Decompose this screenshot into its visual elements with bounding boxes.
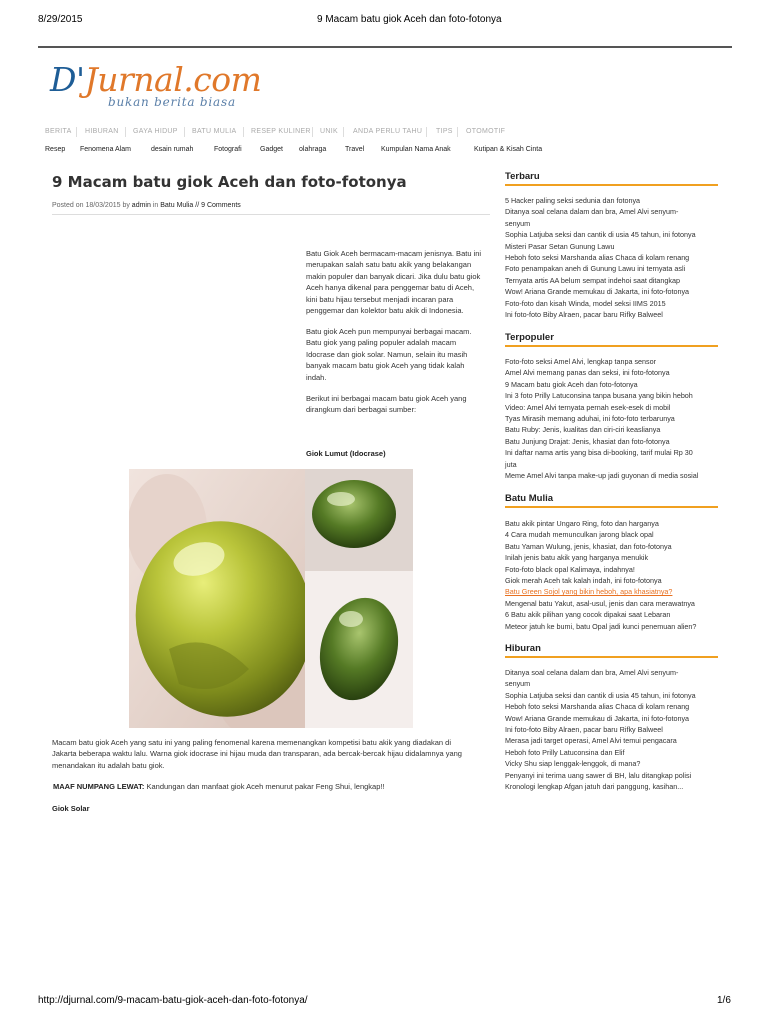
intro-line: Batu Giok Aceh bermacam-macam jenisnya. Batu ini (306, 249, 482, 258)
sidebar-link[interactable]: Foto penampakan aneh di Gunung Lawu ini ternyata asli (505, 264, 686, 274)
sidebar-link[interactable]: Batu Yaman Wulung, jenis, khasiat, dan foto-fotonya (505, 541, 672, 551)
sidebar-link[interactable]: Ini foto-foto Biby Alraen, pacar baru Rifky Balweel (505, 310, 663, 320)
submenu-item-travel[interactable]: Travel (345, 146, 365, 153)
sidebar-link[interactable]: Foto-foto seksi Amel Alvi, lengkap tanpa sensor (505, 357, 657, 366)
sidebar-link[interactable]: Foto-foto dan kisah Winda, model seksi IIMS 2015 (505, 298, 666, 308)
sidebar-link[interactable]: Ditanya soal celana dalam dan bra, Amel Alvi senyum- (505, 668, 679, 677)
menu-item-berita[interactable]: BERITA (45, 128, 72, 135)
sidebar-link[interactable]: Foto-foto black opal Kalimaya, indahnya! (505, 564, 635, 574)
body-line: menandakan itu adalah batu giok. (52, 760, 165, 770)
sidebar-link[interactable]: Ditanya soal celana dalam dan bra, Amel Alvi senyum- (505, 207, 679, 217)
article-title: 9 Macam batu giok Aceh dan foto-fotonya (52, 173, 407, 191)
menu-separator (457, 127, 458, 137)
body-line: Macam batu giok Aceh yang satu ini yang paling fenomenal karena memenangkan kompetisi batu akik yang diadakan di (52, 738, 451, 747)
sidebar-link[interactable]: Inilah jenis batu akik yang harganya menukik (505, 553, 649, 563)
sidebar-link[interactable]: Heboh foto seksi Marshanda alias Chaca di kolam renang (505, 702, 690, 712)
logo-tagline: bukan berita biasa (108, 95, 236, 109)
body-paragraph (52, 737, 492, 771)
logo-d: D' (50, 60, 85, 99)
submenu-item-gadget[interactable]: Gadget (260, 146, 283, 153)
sidebar-heading-underline (505, 506, 718, 508)
paragraph-line: Batu giok Aceh pun mempunyai berbagai macam. (306, 327, 472, 336)
menu-item-unik[interactable]: UNIK (320, 128, 338, 135)
sidebar-heading-hiburan: Hiburan (505, 643, 541, 654)
sidebar-link[interactable]: Vicky Shu siap lenggak-lenggok, di mana? (505, 759, 641, 769)
sidebar-link[interactable]: Wow! Ariana Grande memukau di Jakarta, ini foto-fotonya (505, 713, 690, 723)
menu-item-resep-kuliner[interactable]: RESEP KULINER (251, 128, 311, 135)
sidebar-link[interactable]: 6 Batu akik pilihan yang cocok dipakai saat Lebaran (505, 610, 671, 620)
print-page-title: 9 Macam batu giok Aceh dan foto-fotonya (317, 14, 502, 25)
sidebar-link[interactable]: Wow! Ariana Grande memukau di Jakarta, ini foto-fotonya (505, 287, 690, 297)
paragraph-line: Batu giok yang paling populer adalah macam (306, 338, 457, 348)
menu-separator (343, 127, 344, 137)
menu-separator (125, 127, 126, 137)
intro-line: penggemar dan kolektor batu akik di Indonesia. (306, 306, 464, 316)
giok-lumut-photo (129, 469, 413, 728)
sidebar-heading-underline (505, 345, 718, 347)
menu-item-gaya-hidup[interactable]: GAYA HIDUP (133, 128, 178, 135)
sidebar-link[interactable]: Tyas Mirasih memang aduhai, ini foto-foto terbarunya (505, 414, 675, 424)
section-heading-giok-solar: Giok Solar (52, 804, 90, 813)
logo-jurnal: Jurnal.com (84, 60, 262, 99)
sidebar-heading-terbaru: Terbaru (505, 171, 540, 182)
sidebar-link[interactable]: Video: Amel Alvi ternyata pernah esek-esek di mobil (505, 402, 671, 412)
paragraph-3 (306, 393, 496, 416)
intro-line: kini batu hijau tersebut menjadi incaran para (306, 294, 454, 304)
sidebar-link[interactable]: 4 Cara mudah memunculkan jarong black opal (505, 530, 654, 540)
paragraph-line: dirangkum dari berbagai sumber: (306, 405, 417, 415)
intro-line: Aceh hanya dikenal para penggemar batu di Aceh, (306, 283, 475, 293)
sidebar-link[interactable]: 9 Macam batu giok Aceh dan foto-fotonya (505, 379, 638, 389)
submenu-item-resep[interactable]: Resep (45, 146, 66, 153)
sidebar-link[interactable]: 5 Hacker paling seksi sedunia dan fotonya (505, 196, 641, 205)
sidebar-link[interactable]: Merasa jadi target operasi, Amel Alvi temui pengacara (505, 736, 677, 746)
sidebar-link[interactable]: Batu akik pintar Ungaro Ring, foto dan harganya (505, 519, 659, 528)
sidebar-link[interactable]: Ternyata artis AA belum sempat indehoi saat ditangkap (505, 275, 680, 285)
submenu-item-desain-rumah[interactable]: desain rumah (151, 146, 194, 153)
menu-item-batu-mulia[interactable]: BATU MULIA (192, 128, 237, 135)
print-page-number: 1/6 (717, 995, 731, 1006)
menu-separator (312, 127, 313, 137)
paragraph-line: Idocrase dan giok solar. Namun, selain itu masih (306, 349, 468, 359)
submenu-item-fotografi[interactable]: Fotografi (214, 146, 242, 153)
menu-separator (426, 127, 427, 137)
sidebar-link[interactable]: Giok merah Aceh tak kalah indah, ini foto-fotonya (505, 576, 662, 586)
sidebar-link[interactable]: Amel Alvi memang panas dan seksi, ini foto-fotonya (505, 368, 670, 378)
sidebar-link[interactable]: Heboh foto seksi Marshanda alias Chaca di kolam renang (505, 253, 690, 263)
sidebar-list-batu-mulia (505, 518, 718, 632)
print-url: http://djurnal.com/9-macam-batu-giok-aceh-dan-foto-fotonya/ (38, 995, 308, 1006)
sidebar-link[interactable]: Mengenal batu Yakut, asal-usul, jenis dan cara merawatnya (505, 598, 695, 608)
sidebar-link[interactable]: Batu Junjung Drajat: Jenis, khasiat dan foto-fotonya (505, 436, 670, 446)
sidebar-link[interactable]: Batu Ruby: Jenis, kualitas dan ciri-ciri keaslianya (505, 425, 661, 435)
post-meta (52, 202, 241, 209)
submenu-item-olahraga[interactable]: olahraga (299, 146, 327, 153)
sidebar-link[interactable]: Penyanyi ini terima uang sawer di BH, lalu ditangkap polisi (505, 770, 692, 780)
sidebar-list-terpopuler (505, 356, 718, 481)
menu-separator (243, 127, 244, 137)
submenu-item-fenomena-alam[interactable]: Fenomena Alam (80, 146, 131, 153)
sidebar-link[interactable]: Heboh foto Prilly Latuconsina dan Elif (505, 747, 625, 757)
menu-item-otomotif[interactable]: OTOMOTIF (466, 128, 506, 135)
print-date: 8/29/2015 (38, 14, 83, 25)
sidebar-link[interactable]: Ini foto-foto Biby Alraen, pacar baru Rifky Balweel (505, 725, 663, 735)
sidebar-link[interactable]: Misteri Pasar Setan Gunung Lawu (505, 241, 615, 251)
menu-separator (184, 127, 185, 137)
sidebar-heading-batu-mulia: Batu Mulia (505, 493, 554, 504)
meta-posted: Posted on 18/03/2015 by (52, 202, 130, 209)
sidebar-list-terbaru (505, 195, 718, 320)
sidebar-link-hovered[interactable]: Batu Green Sojol yang bikin heboh, apa khasiatnya? (505, 587, 673, 597)
sponsored-link[interactable]: Kandungan dan manfaat giok Aceh menurut pakar Feng Shui, lengkap!! (146, 782, 385, 791)
menu-item-tips[interactable]: TIPS (436, 128, 453, 135)
paragraph-line: indah. (306, 372, 327, 382)
intro-paragraph (306, 248, 496, 316)
sidebar-link[interactable]: Meme Amel Alvi tanpa make-up jadi guyonan di media sosial (505, 471, 699, 481)
sponsored-line (53, 781, 385, 792)
meta-divider (52, 214, 490, 215)
submenu-item-kumpulan-nama-anak[interactable]: Kumpulan Nama Anak (381, 146, 451, 153)
sidebar-link[interactable]: senyum (505, 218, 531, 228)
meta-author-link[interactable]: admin (131, 202, 151, 209)
sidebar-link[interactable]: Sophia Latjuba seksi dan cantik di usia 45 tahun, ini fotonya (505, 230, 696, 240)
menu-item-hiburan[interactable]: HIBURAN (85, 128, 119, 135)
section-heading-giok-lumut: Giok Lumut (Idocrase) (306, 449, 386, 458)
submenu-item-kutipan-kisah-cinta[interactable]: Kutipan & Kisah Cinta (474, 146, 543, 153)
menu-item-anda-perlu-tahu[interactable]: ANDA PERLU TAHU (353, 128, 423, 135)
sidebar-link[interactable]: Ini 3 foto Prilly Latuconsina tanpa busana yang bikin heboh (505, 391, 693, 401)
sidebar-link[interactable]: Sophia Latjuba seksi dan cantik di usia 45 tahun, ini fotonya (505, 690, 696, 700)
meta-comments-link[interactable]: // 9 Comments (195, 202, 241, 209)
sidebar-heading-underline (505, 656, 718, 658)
sponsored-label: MAAF NUMPANG LEWAT: (53, 782, 145, 791)
site-logo[interactable] (50, 60, 262, 116)
meta-category-link[interactable]: Batu Mulia (160, 202, 194, 209)
header-divider (38, 46, 732, 48)
menu-separator (76, 127, 77, 137)
meta-in: in (152, 202, 159, 209)
sidebar-link[interactable]: senyum (505, 679, 531, 689)
sidebar-link[interactable]: Kronologi lengkap Afgan jatuh dari panggung, kasihan... (505, 782, 684, 792)
intro-line: merupakan salah satu batu akik yang belakangan (306, 260, 472, 270)
body-line: Jakarta beberapa waktu lalu. Warna giok idocrase ini hijau muda dan transparan, ada bercak-bercak hijau didalamnya yang (52, 749, 462, 759)
sidebar-list-hiburan (505, 667, 718, 792)
sidebar-link[interactable]: Meteor jatuh ke bumi, batu Opal jadi kunci penemuan alien? (505, 621, 697, 631)
paragraph-line: Berikut ini berbagai macam batu giok Aceh yang (306, 394, 467, 403)
sidebar-link[interactable]: Ini daftar nama artis yang bisa di-booking, tarif mulai Rp 30 (505, 448, 693, 458)
intro-line: makin populer dan banyak dicari. Jika dulu batu giok (306, 271, 481, 281)
paragraph-line: banyak macam batu giok Aceh yang tidak kalah (306, 361, 465, 371)
sidebar-heading-underline (505, 184, 718, 186)
paragraph-2 (306, 326, 496, 383)
sidebar-heading-terpopuler: Terpopuler (505, 332, 554, 343)
sidebar-link[interactable]: juta (505, 459, 517, 469)
gemstone-illustration (129, 469, 413, 728)
